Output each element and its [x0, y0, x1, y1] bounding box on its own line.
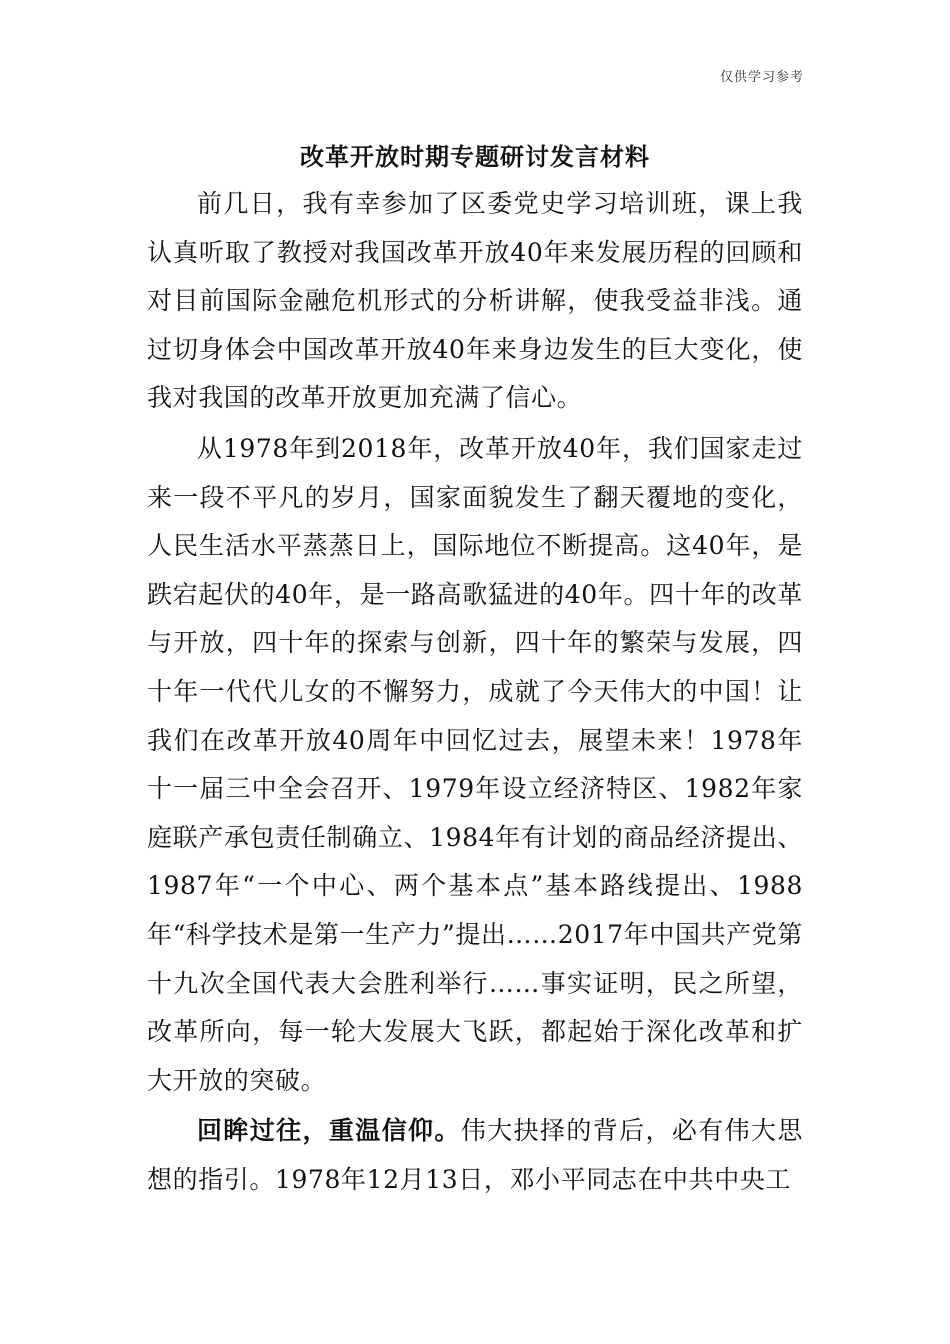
- paragraph-text: 从1978年到2018年，改革开放40年，我们国家走过来一段不平凡的岁月，国家面貌发生了翻天覆地的变化，人民生活水平蒸蒸日上，国际地位不断提高。这40年，是跌宕起伏的40年，是一路高歌猛进的40年。四十年的改革与开放，四十年的探索与创新，四十年的繁荣与发展，四十年一代代儿女的不懈努力，成就了今天伟大的中国！让我们在改革开放40周年中回忆过去，展望未来！1978年十一届三中全会召开、1979年设立经济特区、1982年家庭联产承包责任制确立、1984年有计划的商品经济提出、1987年“一个中心、两个基本点”基本路线提出、1988年“科学技术是第一生产力”提出……2017年中国共产党第十九次全国代表大会胜利举行……事实证明，民之所望，改革所向，每一轮大发展大飞跃，都起始于深化改革和扩大开放的突破。: [147, 433, 803, 1095]
- header-note: 仅供学习参考: [719, 70, 804, 85]
- paragraph-text: 伟大抉择的背后，必有伟大思想的指引。1978年12月13日，邓小平同志在中共中央工: [147, 1116, 803, 1194]
- paragraph: [147, 180, 803, 423]
- paragraph: [147, 425, 803, 1105]
- paragraph-text: 前几日，我有幸参加了区委党史学习培训班，课上我认真听取了教授对我国改革开放40年来发展历程的回顾和对目前国际金融危机形式的分析讲解，使我受益非浅。通过切身体会中国改革开放40年来身边发生的巨大变化，使我对我国的改革开放更加充满了信心。: [147, 189, 803, 413]
- paragraph: [147, 1107, 803, 1204]
- paragraph-lead-bold: 回眸过往，重温信仰。: [197, 1116, 461, 1146]
- document-title: 改革开放时期专题研讨发言材料: [300, 142, 650, 171]
- document-body: [147, 180, 803, 1206]
